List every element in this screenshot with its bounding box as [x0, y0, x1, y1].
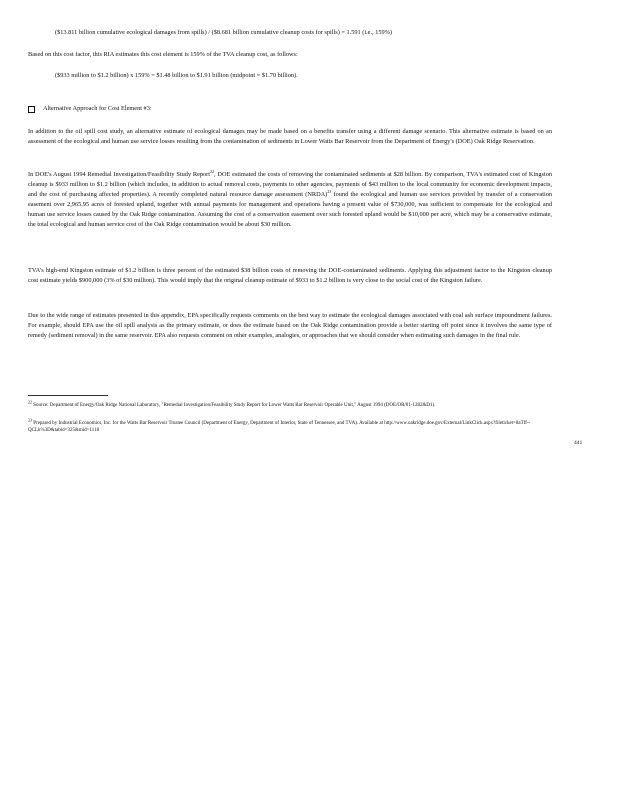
- footnote-divider: [28, 395, 108, 396]
- cost-range-formula: ($933 million to $1.2 billion) x 159% = $1.48 billion to $1.91 billion (midpoint = $1.70 billion).: [55, 72, 298, 79]
- paragraph-alternative-estimate: In addition to the oil spill cost study, an alternative estimate of ecological damages may be made based on a benefits transfer using a different damage scenario. This alternative estimate is based on an assessment of the ecological and human use service losses resulting from the contamination of sediments in Lower Watts Bar Reservoir from the Department of Energy's (DOE) Oak Ridge Reservation.: [28, 128, 552, 145]
- footnote-23-text: Prepared by Industrial Economics, Inc. for the Watts Bar Reservoir Trustee Council (Department of Energy, Department of Interior, State of Tennessee, and TVA). Available at http://www.oakridge.doe.gov/External/LinkClick.aspx?fileticket=8aTff--QCLk%3D&tabid=325&mid=1118: [28, 421, 531, 433]
- paragraph-request-comments: Due to the wide range of estimates presented in this appendix, EPA specifically requests comments on the best way to estimate the ecological damages associated with coal ash surface impoundment failures. For example, should EPA use the oil spill analysis as the primary estimate, or does the estimate based on the Oak Ridge contamination provide a better starting off point since it involves the same type of remedy (sediment removal) in the same reservoir. EPA also requests comment on other examples, analogies, or approaches that we should consider when estimating such damages in the final rule.: [28, 312, 552, 339]
- footnote-23-number: 23: [28, 417, 32, 423]
- paragraph-doe-report: [28, 170, 552, 230]
- checkbox-bullet-icon: [28, 106, 35, 113]
- page-number: 441: [574, 440, 583, 446]
- doe-text-part-3: found the ecological and human use services provided by transfer of a conservation easement over 2,965.95 acres of forested upland, together with annual payments for management and operations having a present value of $730,000, was sufficient to compensate for the ecological and human use service losses caused by the Oak Ridge contamination. Assuming the cost of a conservation easement over such forested upland would be $10,000 per acre, which may be a conservative estimate, the total ecological and human service cost of the Oak Ridge contamination would be about $30 million.: [28, 191, 552, 228]
- footnote-22: [28, 399, 554, 409]
- paragraph-kingston-estimate: TVA's high-end Kingston estimate of $1.2 billion is three percent of the estimated $38 billion costs of removing the DOE-contaminated sediments. Applying this adjustment factor to the Kingston cleanup cost estimate yields $900,000 (3% of $30 million). This would imply that the original cleanup estimate of $933 to $1.2 billion is very close to the social cost of the Kingston failure.: [28, 267, 552, 284]
- footnote-ref-23[interactable]: 23: [327, 188, 332, 194]
- footnote-23: [28, 417, 554, 434]
- paragraph-cost-factor: Based on this cost factor, this RIA estimates this cost element is 159% of the TVA cleanup cost, as follows:: [28, 51, 298, 58]
- cost-factor-formula: ($13.811 billion cumulative ecological damages from spills) / ($8.681 billion cumulative cleanup costs for spills) = 1.591 (i.e., 159%): [55, 29, 392, 36]
- section-heading-label: Alternative Approach for Cost Element #3:: [43, 105, 152, 112]
- footnote-22-text: Source: Department of Energy/Oak Ridge National Laboratory, "Remedial Investigation/Feasibility Study Report for Lower Watts Bar Reservoir Operable Unit," August 1994 (DOE/OR/01-1282&D1).: [33, 403, 436, 408]
- footnote-ref-22[interactable]: 22: [210, 168, 215, 174]
- doe-text-part-2: , DOE estimated the costs of removing the contaminated sediments at $28 billion. By comparison, TVA's estimated cost of Kingston cleanup is $933 million to $1.2 billion (which includes, in addition to actual removal costs, payments to other agencies, payments of $43 million to the local community for economic development impacts, and the cost of purchasing affected properties). A recently completed natural resource damage assessment (NRDA): [28, 171, 552, 198]
- section-heading: [28, 104, 152, 114]
- doe-text-part-1: In DOE's August 1994 Remedial Investigation/Feasibility Study Report: [28, 171, 211, 178]
- footnote-22-number: 22: [28, 399, 32, 405]
